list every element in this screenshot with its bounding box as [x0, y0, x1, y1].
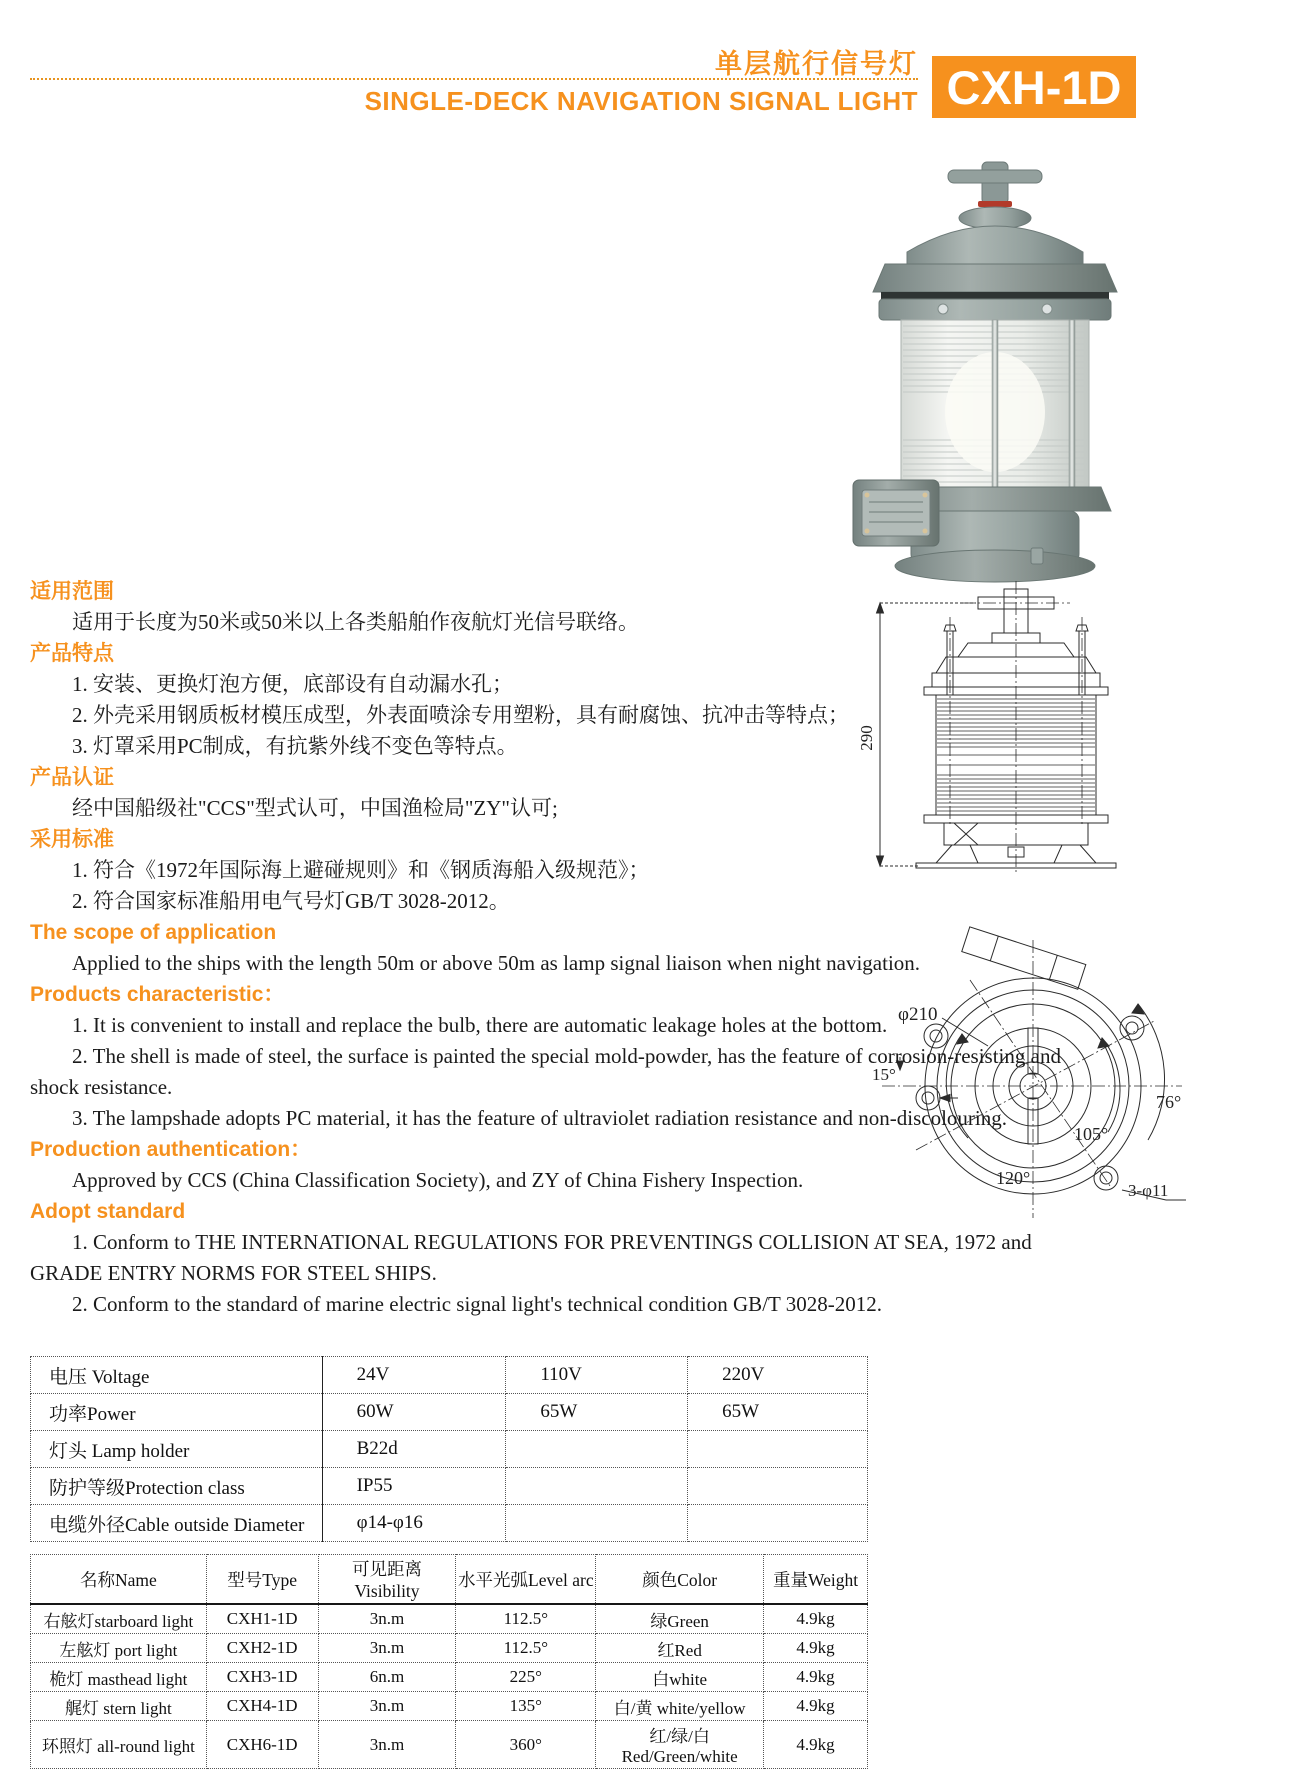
model-cell: 6n.m — [318, 1663, 456, 1692]
model-table — [30, 1554, 868, 1769]
column-header: 重量Weight — [764, 1555, 868, 1605]
spec-value: 65W — [688, 1394, 868, 1431]
lamp-cap — [873, 207, 1117, 320]
section-heading-standard-cn: 采用标准 — [30, 828, 114, 851]
model-cell: 绿Green — [596, 1604, 764, 1634]
model-cell: 4.9kg — [764, 1604, 868, 1634]
spec-label: 防护等级Protection class — [31, 1468, 323, 1505]
spec-label: 电压 Voltage — [31, 1357, 323, 1394]
page-title-english: SINGLE-DECK NAVIGATION SIGNAL LIGHT — [364, 86, 918, 116]
model-cell: 3n.m — [318, 1604, 456, 1634]
top-view-angle-105-label: 105° — [1074, 1124, 1109, 1144]
spec-value: B22d — [322, 1431, 506, 1468]
model-cell: 右舷灯starboard light — [31, 1604, 207, 1634]
model-cell: 225° — [456, 1663, 596, 1692]
model-cell: 112.5° — [456, 1634, 596, 1663]
section-body-scope-cn: 适用于长度为50米或50米以上各类船舶作夜航灯光信号联络。 — [72, 610, 639, 634]
section-body-authentication-en: Approved by CCS (China Classification Society), and ZY of China Fishery Inspection. — [72, 1168, 804, 1192]
section-heading-features-cn: 产品特点 — [30, 642, 114, 665]
model-cell: 左舷灯 port light — [31, 1634, 207, 1663]
column-header: 颜色Color — [596, 1555, 764, 1605]
table-row — [31, 1505, 868, 1542]
table-row — [31, 1721, 868, 1769]
model-cell: 红Red — [596, 1634, 764, 1663]
junction-box — [853, 480, 939, 546]
model-cell: CXH4-1D — [206, 1692, 318, 1721]
spec-value-empty — [688, 1431, 868, 1468]
section-body-cert-cn: 经中国船级社"CCS"型式认可，中国渔检局"ZY"认可; — [72, 796, 558, 820]
table-row — [31, 1604, 868, 1634]
spec-value-empty — [688, 1505, 868, 1542]
model-cell: 135° — [456, 1692, 596, 1721]
model-cell: 360° — [456, 1721, 596, 1769]
model-cell: 4.9kg — [764, 1692, 868, 1721]
model-cell: 环照灯 all-round light — [31, 1721, 207, 1769]
feature-item-cn: 3. 灯罩采用PC制成，有抗紫外线不变色等特点。 — [72, 734, 518, 758]
product-photo — [845, 150, 1145, 540]
top-view-angle-120-label: 120° — [996, 1168, 1031, 1188]
feature-item-cn: 1. 安装、更换灯泡方便，底部设有自动漏水孔； — [72, 672, 513, 696]
table-row — [31, 1468, 868, 1505]
model-cell: 112.5° — [456, 1604, 596, 1634]
section-heading-scope-en: The scope of application — [30, 921, 277, 944]
characteristic-item-en: 3. The lampshade adopts PC material, it has the feature of ultraviolet radiation resistance and non-discolouring. — [72, 1106, 1008, 1130]
table-row — [31, 1692, 868, 1721]
section-heading-characteristic-en: Products characteristic： — [30, 983, 285, 1006]
model-cell: 3n.m — [318, 1692, 456, 1721]
column-header: 名称Name — [31, 1555, 207, 1605]
model-cell: CXH3-1D — [206, 1663, 318, 1692]
model-cell: 3n.m — [318, 1721, 456, 1769]
standard-item-cn: 1. 符合《1972年国际海上避碰规则》和《钢质海船入级规范》； — [72, 858, 650, 882]
feature-item-cn: 2. 外壳采用钢质板材模压成型，外表面喷涂专用塑粉，具有耐腐蚀、抗冲击等特点； — [72, 703, 849, 727]
spec-label: 灯头 Lamp holder — [31, 1431, 323, 1468]
section-heading-scope-cn: 适用范围 — [30, 580, 114, 603]
spec-label: 电缆外径Cable outside Diameter — [31, 1505, 323, 1542]
top-view-angle-76-label: 76° — [1156, 1092, 1182, 1112]
characteristic-item-en: 2. The shell is made of steel, the surface is painted the special mold-powder, has the feature of corrosion-resisting and shock resistance. — [30, 1044, 1061, 1099]
lamp-lens — [901, 320, 1089, 487]
spec-value: 60W — [322, 1394, 506, 1431]
model-badge: CXH-1D — [932, 56, 1136, 118]
model-cell: CXH2-1D — [206, 1634, 318, 1663]
spec-value-empty — [506, 1431, 688, 1468]
section-heading-authentication-en: Production authentication： — [30, 1138, 312, 1161]
model-cell: 艉灯 stern light — [31, 1692, 207, 1721]
model-cell: 白white — [596, 1663, 764, 1692]
spec-table — [30, 1356, 868, 1542]
top-view-diameter-label: φ210 — [898, 1004, 938, 1025]
characteristic-item-en: 1. It is convenient to install and replace the bulb, there are automatic leakage holes at the bottom. — [72, 1013, 888, 1037]
model-cell: 红/绿/白 Red/Green/white — [596, 1721, 764, 1769]
adopt-item-en: 2. Conform to the standard of marine electric signal light's technical condition GB/T 3028-2012. — [72, 1292, 882, 1316]
table-row — [31, 1663, 868, 1692]
model-cell: 4.9kg — [764, 1721, 868, 1769]
section-body-scope-en: Applied to the ships with the length 50m or above 50m as lamp signal liaison when night navigation. — [72, 951, 921, 975]
spec-label: 功率Power — [31, 1394, 323, 1431]
model-cell: 白/黄 white/yellow — [596, 1692, 764, 1721]
spec-value: 110V — [506, 1357, 688, 1394]
text-sections — [30, 576, 1084, 1320]
spec-value-empty — [688, 1468, 868, 1505]
lamp-handle — [948, 162, 1042, 207]
spec-value: 24V — [322, 1357, 506, 1394]
spec-value: IP55 — [322, 1468, 506, 1505]
side-view-dimension-label: 290 — [857, 725, 876, 751]
spec-value: φ14-φ16 — [322, 1505, 506, 1542]
table-row — [31, 1431, 868, 1468]
top-view-angle-15-label: 15° — [872, 1065, 896, 1084]
header-dotted-rule — [30, 78, 918, 80]
model-cell: 4.9kg — [764, 1663, 868, 1692]
adopt-item-en: 1. Conform to THE INTERNATIONAL REGULATIONS FOR PREVENTINGS COLLISION AT SEA, 1972 and GRADE ENTRY NORMS FOR STEEL SHIPS. — [30, 1230, 1032, 1285]
table-header-row — [31, 1555, 868, 1605]
model-cell: 桅灯 masthead light — [31, 1663, 207, 1692]
column-header: 可见距离Visibility — [318, 1555, 456, 1605]
spec-value: 65W — [506, 1394, 688, 1431]
page-title-chinese: 单层航行信号灯 — [715, 49, 918, 79]
section-heading-adopt-en: Adopt standard — [30, 1200, 186, 1223]
model-cell: 4.9kg — [764, 1634, 868, 1663]
top-view-holes-label: 3-φ11 — [1128, 1181, 1169, 1200]
table-row — [31, 1357, 868, 1394]
spec-value-empty — [506, 1505, 688, 1542]
section-heading-cert-cn: 产品认证 — [30, 766, 114, 789]
column-header: 水平光弧Level arc — [456, 1555, 596, 1605]
model-cell: CXH1-1D — [206, 1604, 318, 1634]
spec-value-empty — [506, 1468, 688, 1505]
table-row — [31, 1394, 868, 1431]
spec-value: 220V — [688, 1357, 868, 1394]
model-cell: 3n.m — [318, 1634, 456, 1663]
standard-item-cn: 2. 符合国家标准船用电气号灯GB/T 3028-2012。 — [72, 889, 510, 913]
column-header: 型号Type — [206, 1555, 318, 1605]
model-cell: CXH6-1D — [206, 1721, 318, 1769]
table-row — [31, 1634, 868, 1663]
